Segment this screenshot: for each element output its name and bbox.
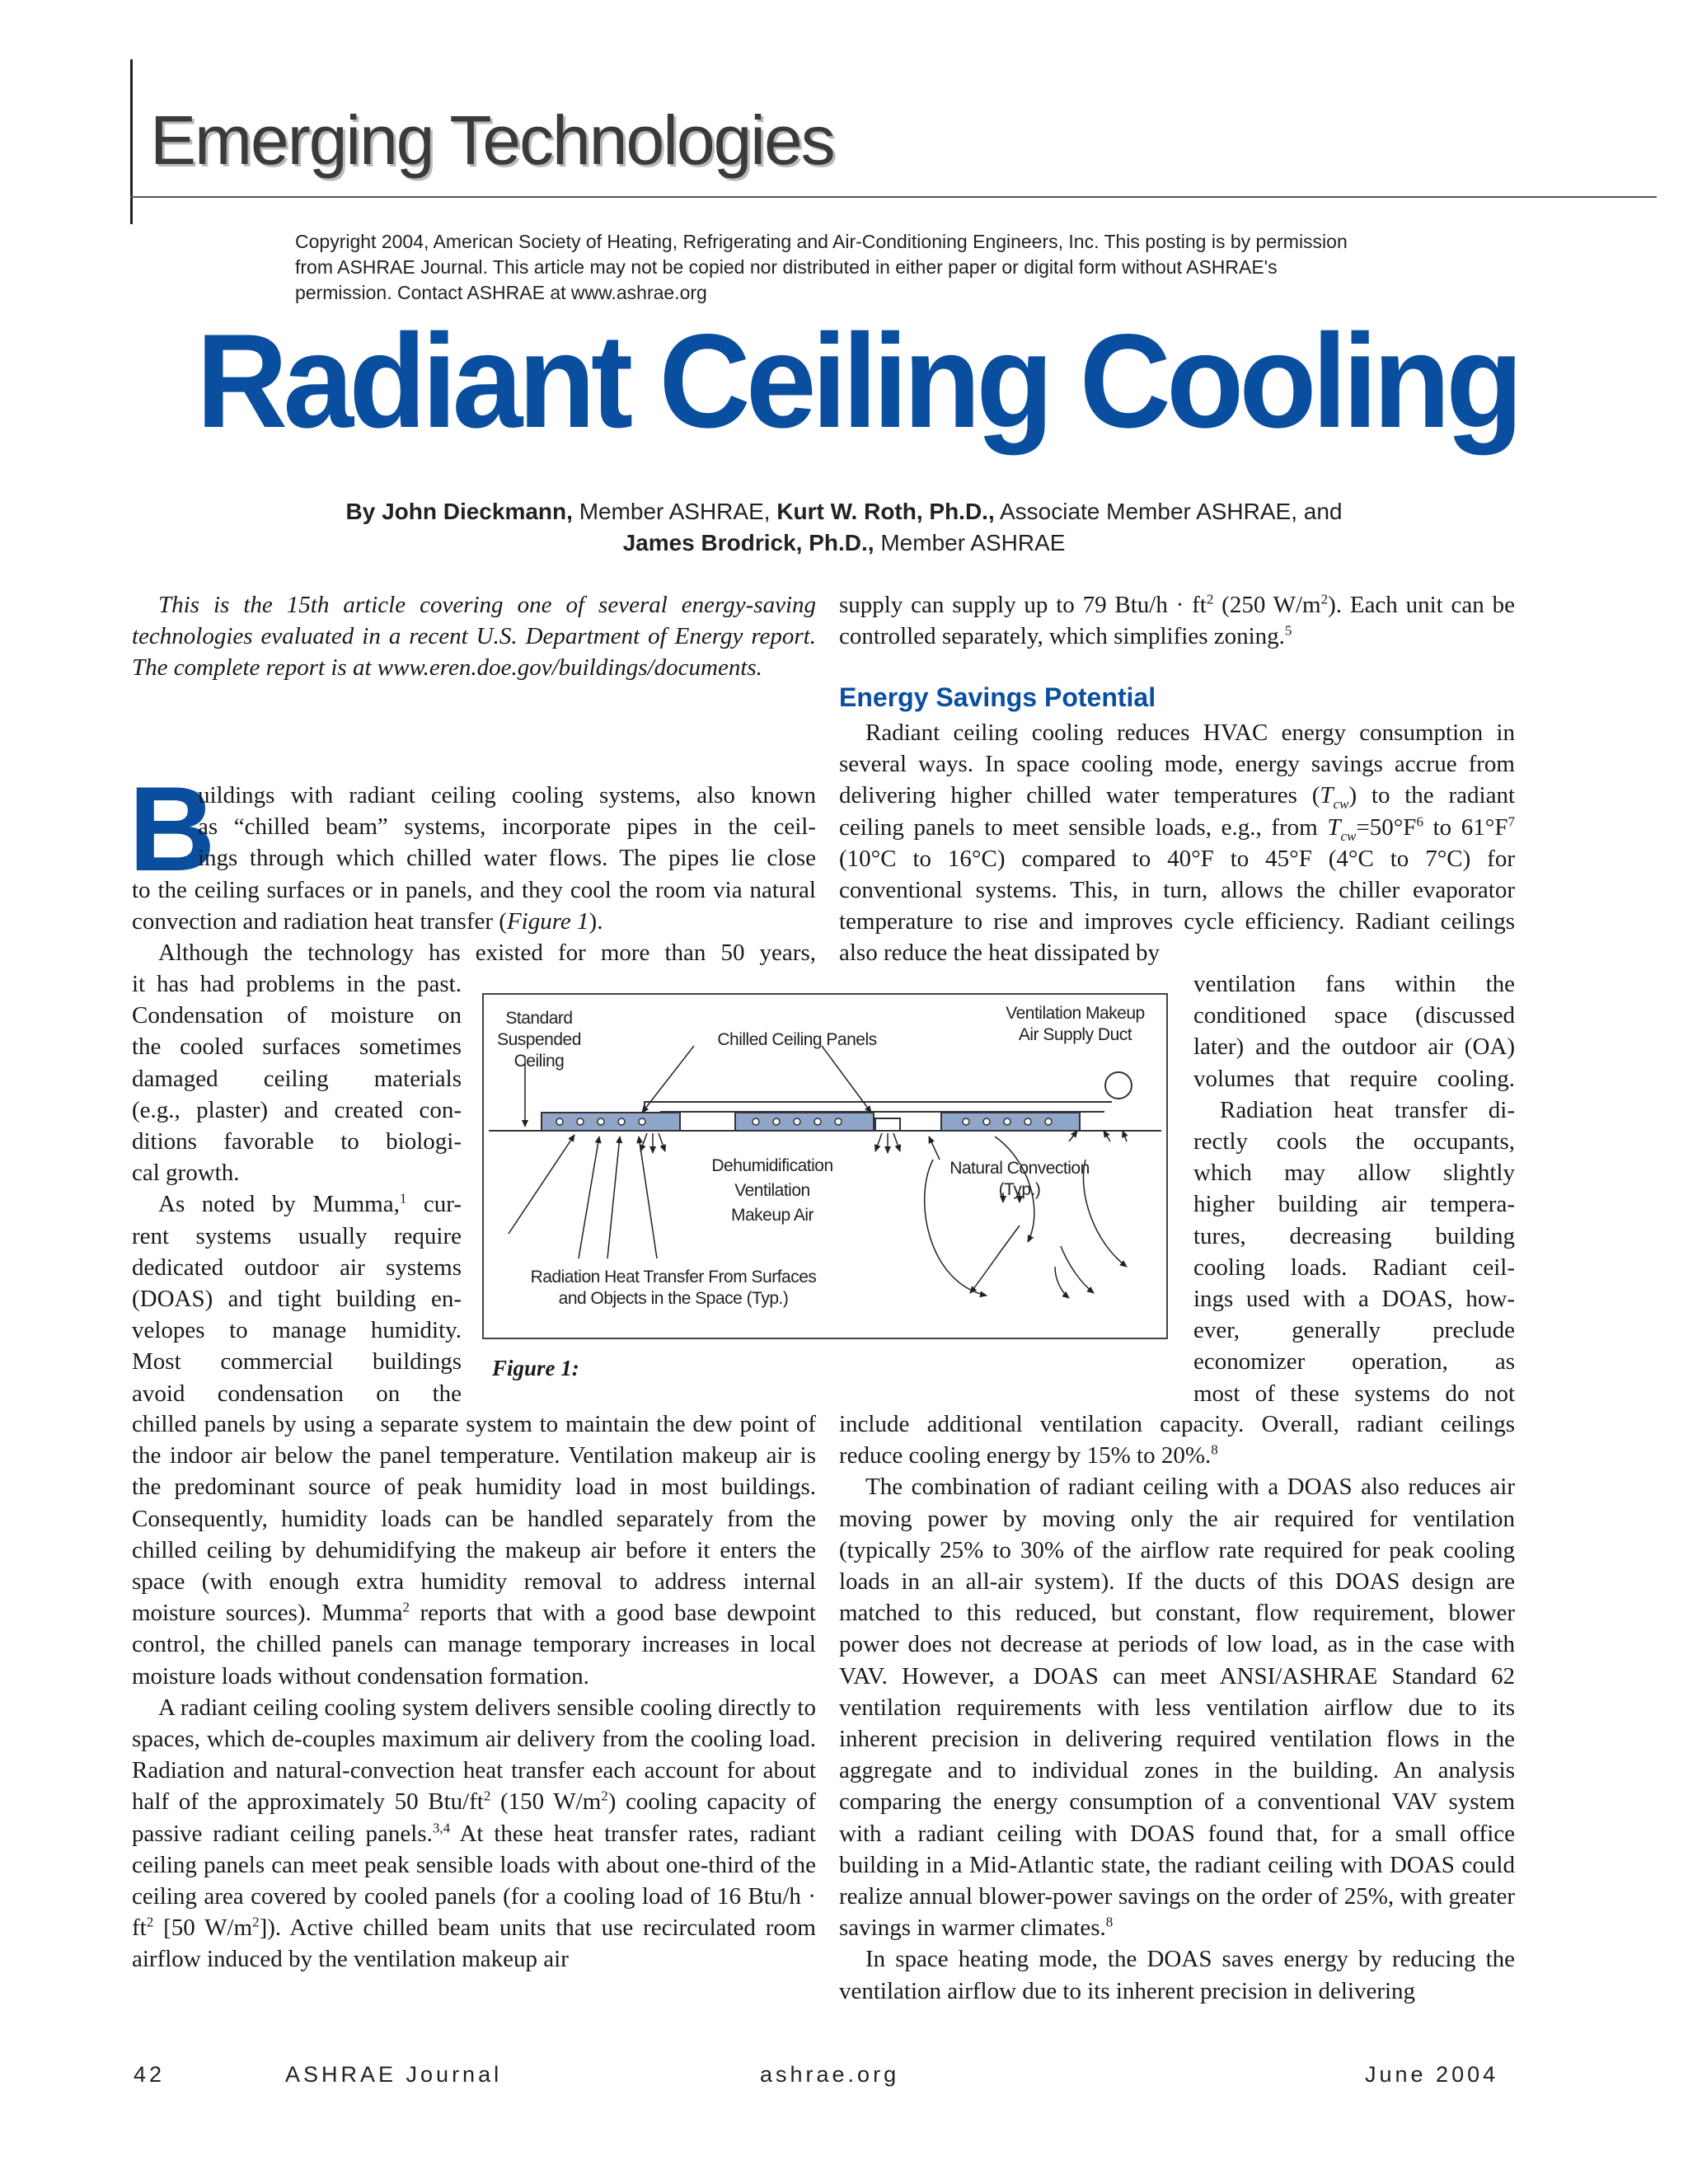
text-span: [50 W/m	[153, 1915, 253, 1942]
text-span: ) to the radiant ceiling panels to meet sensible loads, e.g., from	[839, 782, 1515, 841]
reference-number: 8	[1211, 1441, 1218, 1458]
label-line: Natural Convection	[950, 1159, 1090, 1178]
text-span: (10°C to 16°C) compared to 40°F to 45°F (4°C to 7°C) for conventional systems. This, in turn, allows the chiller evaporator temperature to rise and improves cycle efficiency. Radiant ceilings also reduce the heat dissipated by	[839, 845, 1515, 967]
author-3: James Brodrick, Ph.D.,	[622, 530, 874, 555]
text-span: include additional ventilation capacity. Overall, radiant ceilings reduce cooling energy by 15% to 20%.	[839, 1411, 1515, 1469]
label-line: Ventilation Makeup	[1006, 1004, 1145, 1023]
text-line: ings used with a DOAS, how-	[1193, 1286, 1515, 1313]
right-narrow-column	[1193, 968, 1515, 1409]
text-line: velopes to manage humidity.	[132, 1317, 462, 1344]
byline	[82, 496, 1606, 559]
text-line: conditioned space (discussed	[1193, 1002, 1515, 1029]
intro-text: This is the 15th article covering one of several energy-saving technologies evaluated in a recent U.S. Department of Energy report. The complete report is at www.eren.doe.gov/buildings/documents.	[132, 592, 816, 682]
text-span: As noted by Mumma,	[158, 1191, 400, 1218]
text-line	[132, 1188, 462, 1220]
text-line: uildings with radiant ceiling cooling systems, also known	[198, 782, 816, 808]
left-para-4	[132, 1692, 816, 1975]
right-para-4: In space heating mode, the DOAS saves energy by reducing the ventilation airflow due to its inherent precision in delivering	[839, 1946, 1515, 2004]
label-line: Dehumidification	[711, 1156, 833, 1175]
right-lower-text	[839, 1408, 1515, 2007]
text-line: rectly cools the occupants,	[1193, 1128, 1515, 1155]
label-line: (Typ.)	[998, 1180, 1041, 1199]
text-span: reports that with a good base dewpoint control, the chilled panels can manage temporary increases in local moisture loads without condensation formation.	[132, 1600, 816, 1690]
figure-1-diagram	[482, 993, 1168, 1339]
text-line: economizer operation, as	[1193, 1348, 1515, 1376]
superscript: 2	[1320, 591, 1329, 607]
text-line: the cooled surfaces sometimes	[132, 1033, 462, 1061]
right-para-2-rest	[839, 1408, 1515, 1471]
label-standard-ceiling	[485, 1008, 593, 1072]
text-span: cur-	[406, 1191, 462, 1218]
text-line: Radiation heat transfer di-	[1220, 1096, 1515, 1123]
text-line: rent systems usually require	[132, 1222, 462, 1249]
text-span: Radiant ceiling cooling reduces HVAC energy consumption in several ways. In space cooling mode, energy savings accrue from delivering higher chilled water temperatures (	[839, 719, 1515, 809]
section-title: Emerging Technologies	[150, 101, 834, 179]
label-line: Makeup Air	[730, 1206, 814, 1225]
text-line: damaged ceiling materials	[132, 1065, 462, 1092]
label-line: Standard	[505, 1009, 573, 1028]
reference-number: 1	[399, 1190, 407, 1207]
radiation-arrows	[509, 1135, 657, 1258]
header-vertical-rule	[130, 59, 133, 224]
subheading-energy-savings: Energy Savings Potential	[839, 682, 1156, 712]
variable: T	[1327, 813, 1341, 841]
duct-section-circle	[1105, 1072, 1132, 1099]
text-span: to the ceiling surfaces or in panels, and they cool the room via natural convection and radiation heat transfer (	[132, 877, 816, 935]
text-line: most of these systems do not	[1193, 1380, 1515, 1407]
figure-ref: Figure 1	[506, 908, 589, 935]
left-para-2-start: Although the technology has existed for more than 50 years,	[158, 940, 816, 967]
variable: T	[1320, 782, 1334, 809]
label-line: Radiation Heat Transfer From Surfaces	[530, 1268, 817, 1286]
right-para-3	[839, 1471, 1515, 1943]
text-line: ever, generally preclude	[1193, 1317, 1515, 1344]
diffuser-2	[875, 1118, 900, 1131]
reference-number: 3,4	[432, 1819, 451, 1835]
article-title: Radiant Ceiling Cooling	[196, 307, 1519, 456]
left-para-1-rest	[132, 874, 816, 969]
text-span: A radiant ceiling cooling system delivers sensible cooling directly to spaces, which de-couples maximum air delivery from the cooling load. Radiation and natural-convection heat transfer each account for about half of the approximately 50 Btu/ft	[132, 1694, 816, 1816]
reference-number: 7	[1507, 813, 1515, 829]
text-span: supply can supply up to 79 Btu/h · ft	[839, 592, 1207, 618]
text-span: At these heat transfer rates, radiant ceiling panels can meet peak sensible loads with about one-third of the ceiling area covered by cooled panels (for a cooling load of 16 Btu/h · ft	[132, 1820, 816, 1942]
copyright-notice: Copyright 2004, American Society of Heating, Refrigerating and Air-Conditioning Engineers, Inc. This posting is by permission from ASHRAE Journal. This article may not be copied nor distributed in either paper or digital form without ASHRAE's permission. Contact ASHRAE at www.ashrae.org	[295, 231, 1348, 303]
makeup-air-arrows	[640, 1133, 900, 1153]
text-span: ). Each unit can be controlled separately, which simplifies zoning.	[839, 592, 1515, 650]
superscript: 2	[146, 1914, 154, 1930]
page-number: 42	[134, 2062, 166, 2087]
reference-number: 6	[1416, 813, 1423, 829]
text-span: (250 W/m	[1213, 592, 1321, 618]
text-line: dedicated outdoor air systems	[132, 1254, 462, 1281]
reference-number: 8	[1105, 1914, 1114, 1930]
author-2-role: Associate Member ASHRAE, and	[999, 499, 1343, 524]
website: ashrae.org	[760, 2062, 900, 2087]
byline-by: By	[345, 499, 376, 524]
text-span: ]). Active chilled beam units that use recirculated room airflow induced by the ventilation makeup air	[132, 1915, 816, 1973]
text-line: tures, decreasing building	[1193, 1222, 1515, 1249]
text-span: The combination of radiant ceiling with a DOAS also reduces air moving power by moving only the air required for ventilation (typically 25% to 30% of the airflow rate required for peak cooling loads in an all-air system). If the ducts of this DOAS design are matched to this reduced, but constant, flow requirement, blower power does not decrease at periods of low load, as in the case with VAV. However, a DOAS can meet ANSI/ASHRAE Standard 62 ventilation requirements with less ventilation airflow due to its inherent precision in delivering required ventilation flows in the aggregate and to individual zones in the building. An analysis comparing the energy consumption of a conventional VAV system with a radiant ceiling with DOAS found that, for a small office building in a Mid-Atlantic state, the radiant ceiling with DOAS could realize annual blower-power savings on the order of 25%, with greater savings in warmer climates.	[839, 1474, 1515, 1942]
text-line: cooling loads. Radiant ceil-	[1193, 1254, 1515, 1281]
text-span: (150 W/m	[490, 1788, 602, 1816]
label-natural-convection	[933, 1158, 1106, 1201]
reference-number: 5	[1284, 622, 1292, 639]
text-line: (DOAS) and tight building en-	[132, 1286, 462, 1313]
text-span: to 61°F	[1423, 813, 1508, 841]
text-line: Condensation of moisture on	[132, 1002, 462, 1029]
right-top-paragraph	[839, 589, 1515, 652]
text-line: Most commercial buildings	[132, 1348, 462, 1376]
left-narrow-column	[132, 968, 462, 1409]
text-line: avoid condensation on the	[132, 1380, 462, 1407]
superscript: 2	[1206, 591, 1214, 607]
subscript: cw	[1333, 796, 1349, 813]
author-1-role: Member ASHRAE,	[579, 499, 771, 524]
text-line: it has had problems in the past.	[132, 971, 462, 997]
text-line: which may allow slightly	[1193, 1160, 1515, 1187]
label-radiation	[500, 1267, 846, 1310]
figure-caption: Figure 1:	[492, 1356, 579, 1380]
intro-paragraph	[132, 589, 816, 684]
author-3-role: Member ASHRAE	[880, 530, 1066, 555]
superscript: 2	[252, 1914, 260, 1930]
superscript: 2	[483, 1788, 491, 1804]
drop-cap: B	[129, 762, 216, 896]
text-line: higher building air tempera-	[1193, 1191, 1515, 1218]
label-line: Suspended Ceiling	[497, 1030, 581, 1071]
label-line: and Objects in the Space (Typ.)	[558, 1289, 789, 1308]
text-span: =50°F	[1356, 813, 1417, 841]
author-1: John Dieckmann,	[382, 499, 573, 524]
label-dehumidification	[682, 1155, 863, 1226]
text-span: chilled panels by using a separate system to maintain the dew point of the indoor air below the panel temperature. Ventilation makeup air is the predominant source of peak humidity load in most buildings. Consequently, humidity loads can be handled separately from the chilled ceiling by dehumidifying the makeup air before it enters the space (with enough extra humidity removal to address internal moisture sources). Mumma	[132, 1411, 816, 1627]
journal-name: ASHRAE Journal	[285, 2062, 503, 2087]
convection-arrows	[925, 1131, 1127, 1298]
text-line: as “chilled beam” systems, incorporate pipes in the ceil-	[198, 813, 816, 840]
label-chilled-panels: Chilled Ceiling Panels	[717, 1030, 877, 1049]
text-line: later) and the outdoor air (OA)	[1193, 1033, 1515, 1061]
right-energy-paragraph	[839, 717, 1515, 969]
text-line: (e.g., plaster) and created con-	[132, 1096, 462, 1123]
reference-number: 2	[402, 1599, 410, 1615]
text-span: ) cooling capacity of passive radiant ceiling panels.	[132, 1788, 817, 1847]
left-para-3	[132, 1408, 816, 1692]
header-horizontal-rule	[130, 196, 1657, 198]
text-line: ventilation fans within the	[1193, 971, 1515, 997]
label-line: Air Supply Duct	[1018, 1025, 1132, 1044]
subscript: cw	[1340, 827, 1357, 844]
superscript: 2	[601, 1788, 608, 1804]
text-line: ditions favorable to biologi-	[132, 1128, 462, 1155]
left-lower-text	[132, 1408, 816, 1975]
text-span: ).	[588, 908, 603, 935]
label-duct	[987, 1003, 1164, 1046]
text-line: volumes that require cooling.	[1193, 1065, 1515, 1092]
label-line: Ventilation	[734, 1181, 810, 1200]
issue-date: June 2004	[1365, 2062, 1499, 2087]
author-2: Kurt W. Roth, Ph.D.,	[776, 499, 995, 524]
text-line: cal growth.	[132, 1160, 240, 1187]
text-line: ings through which chilled water flows. The pipes lie close	[198, 845, 816, 871]
